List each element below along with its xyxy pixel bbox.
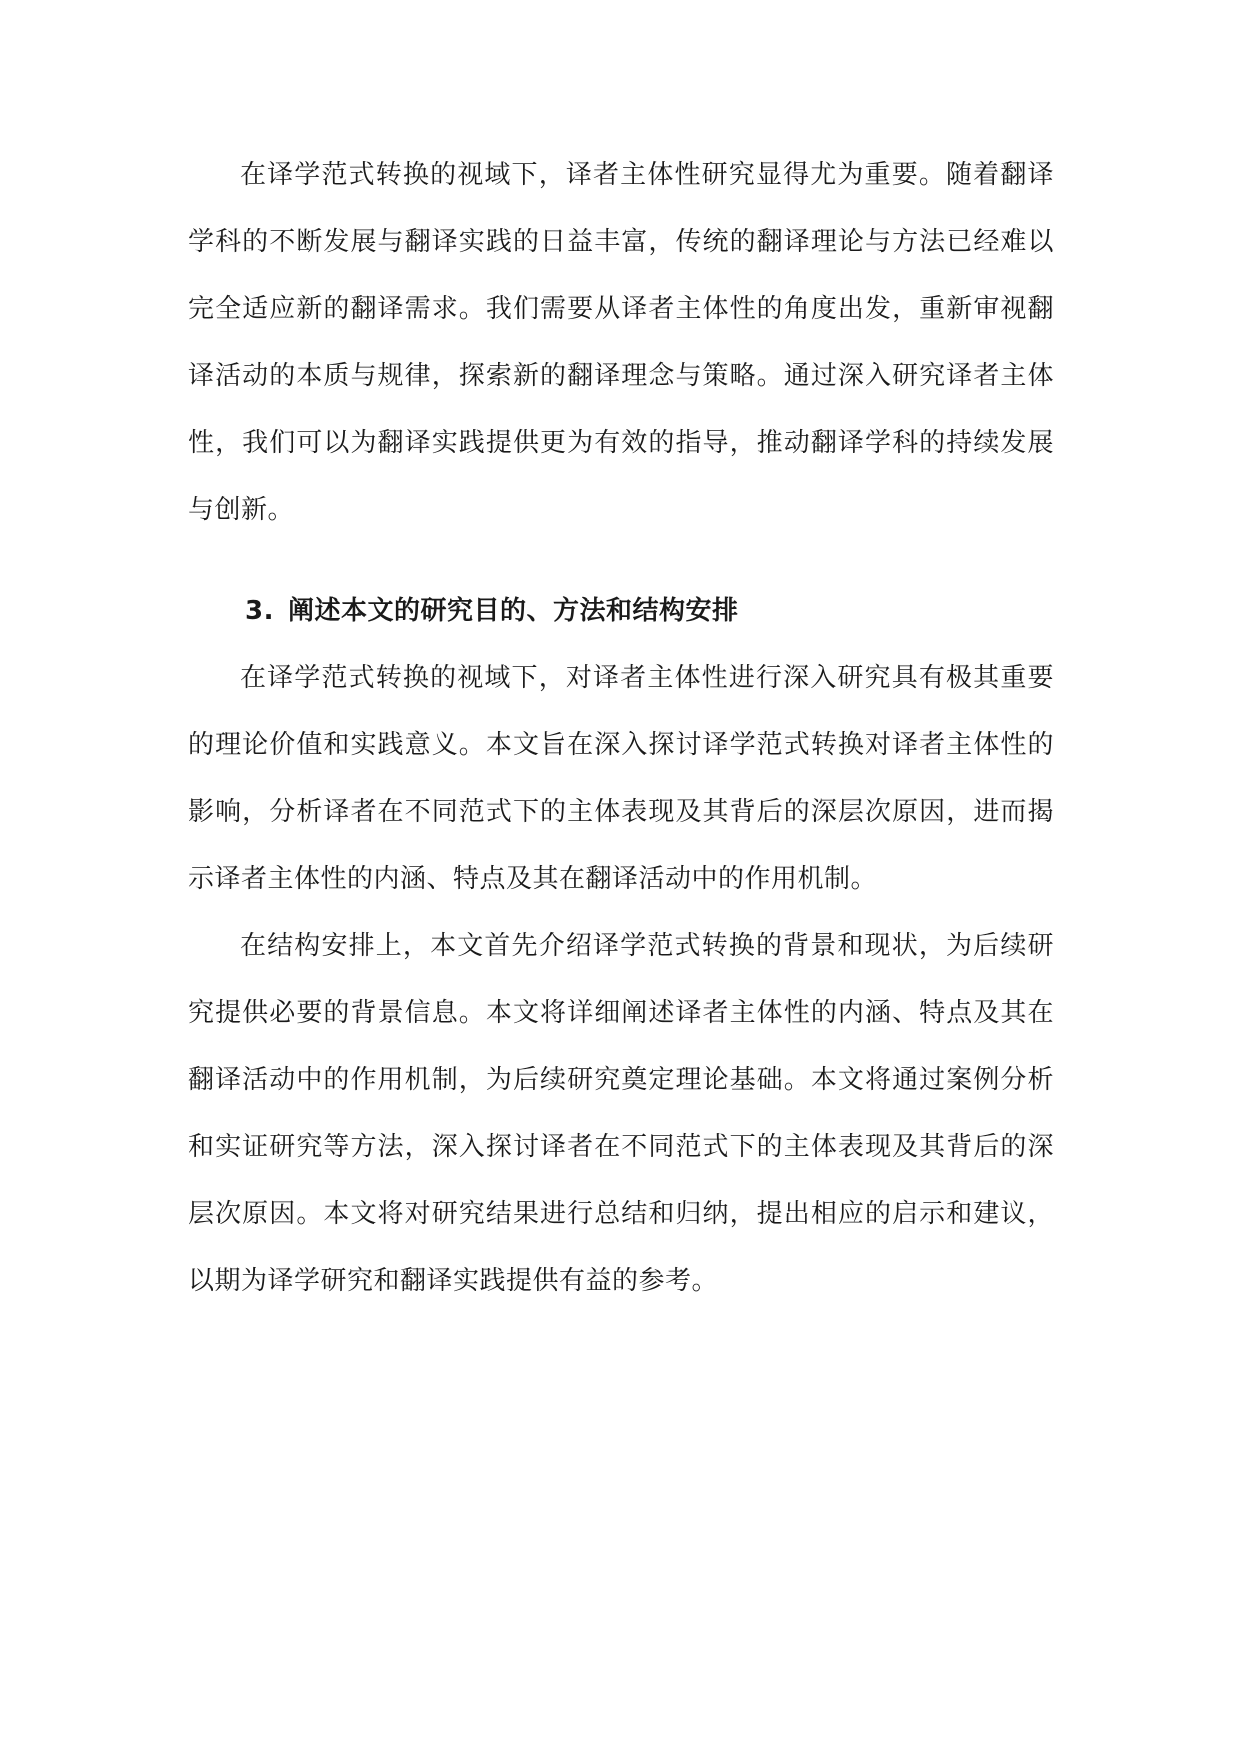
section-title: 阐述本文的研究目的、方法和结构安排	[287, 596, 739, 626]
paragraph-structure: 在结构安排上，本文首先介绍译学范式转换的背景和现状，为后续研究提供必要的背景信息。本文将详细阐述译者主体性的内涵、特点及其在翻译活动中的作用机制，为后续研究奠定理论基础。本文将通过案例分析和实证研究等方法，深入探讨译者在不同范式下的主体表现及其背后的深层次原因。本文将对研究结果进行总结和归纳，提出相应的启示和建议，以期为译学研究和翻译实践提供有益的参考。	[188, 931, 1054, 1296]
paragraph-intro: 在译学范式转换的视域下，译者主体性研究显得尤为重要。随着翻译学科的不断发展与翻译实践的日益丰富，传统的翻译理论与方法已经难以完全适应新的翻译需求。我们需要从译者主体性的角度出发，重新审视翻译活动的本质与规律，探索新的翻译理念与策略。通过深入研究译者主体性，我们可以为翻译实践提供更为有效的指导，推动翻译学科的持续发展与创新。	[188, 160, 1054, 525]
document-body	[188, 142, 1054, 1315]
section-heading	[188, 578, 1054, 645]
section-number: 3.	[245, 596, 274, 626]
paragraph-purpose: 在译学范式转换的视域下，对译者主体性进行深入研究具有极其重要的理论价值和实践意义。本文旨在深入探讨译学范式转换对译者主体性的影响，分析译者在不同范式下的主体表现及其背后的深层次原因，进而揭示译者主体性的内涵、特点及其在翻译活动中的作用机制。	[188, 663, 1054, 894]
